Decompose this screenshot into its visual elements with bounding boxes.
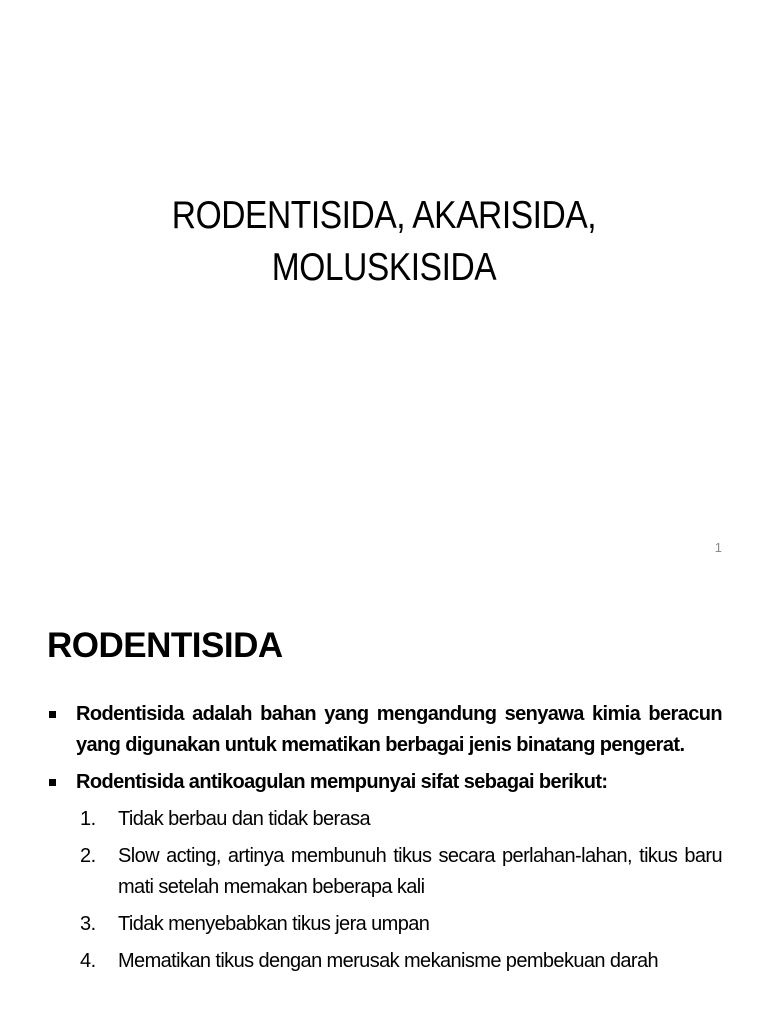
bullet-item xyxy=(46,767,722,798)
list-number: 1. xyxy=(80,808,96,830)
list-item xyxy=(46,946,722,977)
list-item xyxy=(46,909,722,940)
content-slide xyxy=(0,576,768,1024)
slide-title-line-1: RODENTISIDA, AKARISIDA, xyxy=(171,194,597,237)
bullet-text: Rodentisida antikoagulan mempunyai sifat sebagai berikut: xyxy=(76,771,608,793)
list-item xyxy=(46,841,722,903)
numbered-list xyxy=(46,804,722,977)
slide-title-line-2: MOLUSKISIDA xyxy=(271,246,497,289)
list-number: 3. xyxy=(80,913,96,935)
list-item-text: Tidak menyebabkan tikus jera umpan xyxy=(118,913,430,935)
list-item-text: Slow acting, artinya membunuh tikus secara perlahan-lahan, tikus baru mati setelah memakan beberapa kali xyxy=(118,845,722,898)
bullet-text: Rodentisida adalah bahan yang mengandung senyawa kimia beracun yang digunakan untuk mematikan berbagai jenis binatang pengerat. xyxy=(76,703,722,756)
slide-content xyxy=(46,699,722,983)
list-item-text: Tidak berbau dan tidak berasa xyxy=(118,808,371,830)
bullet-item xyxy=(46,699,722,761)
square-bullet-icon xyxy=(49,779,56,786)
square-bullet-icon xyxy=(49,711,56,718)
list-item-text: Mematikan tikus dengan merusak mekanisme pembekuan darah xyxy=(118,950,659,972)
list-number: 4. xyxy=(80,950,96,972)
slide-title xyxy=(54,190,714,294)
slide-number: 1 xyxy=(714,540,722,555)
list-number: 2. xyxy=(80,845,96,867)
section-heading: RODENTISIDA xyxy=(47,626,283,665)
list-item xyxy=(46,804,722,835)
